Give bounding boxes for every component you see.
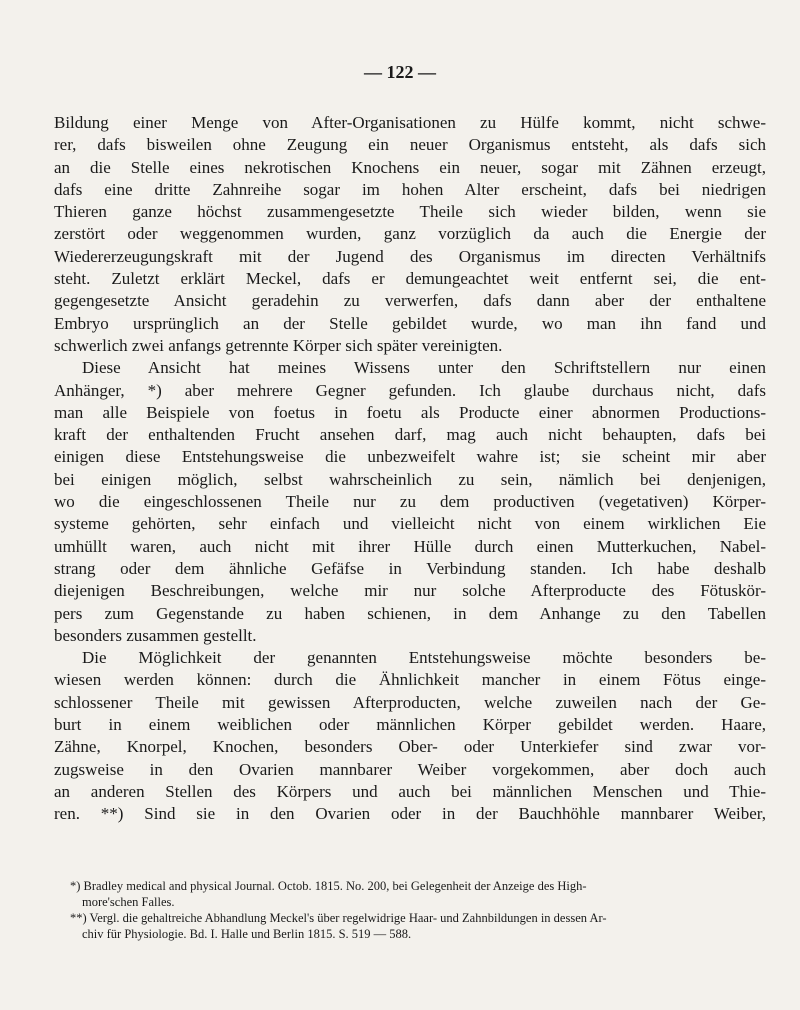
text-line: schwerlich zwei anfangs getrennte Körper sich später vereinigten.: [54, 335, 503, 355]
text-line: Diese Ansicht hat meines Wissens unter den Schriftstellern nur einen: [82, 358, 766, 378]
text-line: bei einigen möglich, selbst wahrscheinlich zu sein, nämlich bei denjenigen,: [54, 469, 766, 489]
text-line: dafs eine dritte Zahnreihe sogar im hohen Alter erscheint, dafs bei niedrigen: [54, 179, 766, 199]
text-line: strang oder dem ähnliche Gefäfse in Verbindung standen. Ich habe deshalb: [54, 558, 766, 578]
text-line: systeme gehörten, sehr einfach und vielleicht nicht von einem wirklichen Eie: [54, 514, 766, 534]
text-line: Zähne, Knorpel, Knochen, besonders Ober- oder Unterkiefer sind zwar vor-: [54, 737, 766, 757]
body-text: [54, 112, 766, 826]
text-line: besonders zusammen gestellt.: [54, 625, 257, 645]
text-line: man alle Beispiele von foetus in foetu als Producte einer abnormen Productions-: [54, 402, 766, 422]
text-line: umhüllt waren, auch nicht mit ihrer Hülle durch einen Mutterkuchen, Nabel-: [54, 536, 766, 556]
footnote-2-continuation: chiv für Physiologie. Bd. I. Halle und Berlin 1815. S. 519 — 588.: [82, 927, 412, 941]
text-line: kraft der enthaltenden Frucht ansehen darf, mag auch nicht behaupten, dafs bei: [54, 425, 766, 445]
text-line: zugsweise in den Ovarien mannbarer Weiber vorgekommen, aber doch auch: [54, 759, 766, 779]
text-line: Wiedererzeugungskraft mit der Jugend des Organismus im directen Verhältnifs: [54, 246, 766, 266]
text-line: schlossener Theile mit gewissen Afterproducten, welche zuweilen nach der Ge-: [54, 692, 766, 712]
text-line: burt in einem weiblichen oder männlichen Körper gebildet werden. Haare,: [54, 715, 766, 735]
text-line: wo die eingeschlossenen Theile nur zu dem productiven (vegetativen) Körper-: [54, 492, 766, 512]
text-line: rer, dafs bisweilen ohne Zeugung ein neuer Organismus entsteht, als dafs sich: [54, 135, 766, 155]
text-line: diejenigen Beschreibungen, welche mir nur solche Afterproducte des Fötuskör-: [54, 581, 766, 601]
text-line: an die Stelle eines nekrotischen Knochens ein neuer, sogar mit Zähnen erzeugt,: [54, 157, 766, 177]
text-line: zerstört oder weggenommen wurden, ganz vorzüglich da auch die Energie der: [54, 224, 766, 244]
text-line: an anderen Stellen des Körpers und auch bei männlichen Menschen und Thie-: [54, 781, 766, 801]
footnote-1-continuation: more'schen Falles.: [82, 895, 175, 909]
footnote-1: *) Bradley medical and physical Journal. Octob. 1815. No. 200, bei Gelegenheit der Anzeige des High-: [70, 879, 587, 893]
text-line: pers zum Gegenstande zu haben schienen, in dem Anhange zu den Tabellen: [54, 603, 766, 623]
text-line: Embryo ursprünglich an der Stelle gebildet wurde, wo man ihn fand und: [54, 313, 766, 333]
text-line: gegengesetzte Ansicht geradehin zu verwerfen, dafs dann aber der enthaltene: [54, 291, 766, 311]
text-line: ren. **) Sind sie in den Ovarien oder in der Bauchhöhle mannbarer Weiber,: [54, 804, 766, 824]
text-line: Bildung einer Menge von After-Organisationen zu Hülfe kommt, nicht schwe-: [54, 113, 766, 132]
footnotes: [70, 878, 766, 942]
text-line: Die Möglichkeit der genannten Entstehungsweise möchte besonders be-: [82, 648, 766, 668]
page-number: — 122 —: [364, 62, 436, 82]
text-line: wiesen werden können: durch die Ähnlichkeit mancher in einem Fötus einge-: [54, 670, 766, 690]
text-line: steht. Zuletzt erklärt Meckel, dafs er demungeachtet weit entfernt sei, die ent-: [54, 269, 766, 289]
footnote-2: **) Vergl. die gehaltreiche Abhandlung Meckel's über regelwidrige Haar- und Zahnbildungen in dessen Ar-: [70, 911, 607, 925]
text-line: einigen diese Entstehungsweise die unbezweifelt wahre ist; sie scheint mir aber: [54, 447, 766, 467]
text-line: Thieren ganze höchst zusammengesetzte Theile sich wieder bilden, wenn sie: [54, 202, 766, 222]
text-line: Anhänger, *) aber mehrere Gegner gefunden. Ich glaube durchaus nicht, dafs: [54, 380, 766, 400]
